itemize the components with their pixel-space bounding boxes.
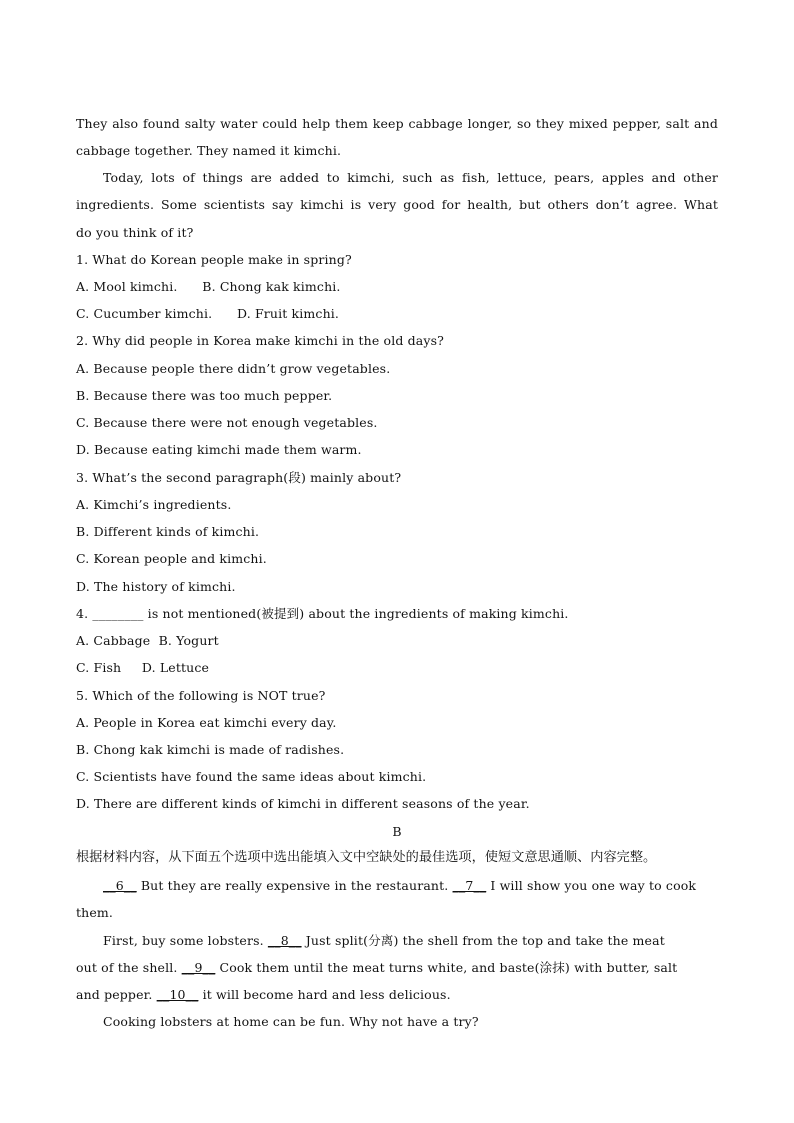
question-2-option-b: B. Because there was too much pepper.	[76, 388, 333, 403]
question-3: 3. What’s the second paragraph(段) mainly about?	[76, 470, 402, 485]
question-5: 5. Which of the following is NOT true?	[76, 688, 326, 703]
question-5-option-d: D. There are different kinds of kimchi in different seasons of the year.	[76, 796, 530, 811]
question-5-option-a: A. People in Korea eat kimchi every day.	[76, 715, 337, 730]
question-4: 4. ________ is not mentioned(被提到) about the ingredients of making kimchi.	[76, 606, 569, 621]
question-5-option-c: C. Scientists have found the same ideas about kimchi.	[76, 769, 427, 784]
section-b-instructions: 根据材料内容，从下面五个选项中选出能填入文中空缺处的最佳选项，使短文意思通顺、内容完整。	[76, 850, 657, 865]
blank-8: __8__	[267, 933, 302, 948]
question-4-options-ab: A. Cabbage B. Yogurt	[76, 633, 219, 648]
passage-a-line-4: ingredients. Some scientists say kimchi is very good for health, but others don’t agree. What	[76, 197, 718, 212]
question-2: 2. Why did people in Korea make kimchi in the old days?	[76, 333, 444, 348]
blank-7: __7__	[452, 878, 487, 893]
question-2-option-a: A. Because people there didn’t grow vegetables.	[76, 361, 391, 376]
passage-b-para-2-line-2	[76, 960, 718, 976]
question-2-option-c: C. Because there were not enough vegetables.	[76, 415, 378, 430]
passage-b-text: it will become hard and less delicious.	[198, 987, 451, 1002]
question-1: 1. What do Korean people make in spring?	[76, 252, 352, 267]
passage-a-line-5: do you think of it?	[76, 225, 194, 240]
blank-10: __10__	[156, 987, 199, 1002]
passage-b-text: But they are really expensive in the restaurant.	[136, 878, 453, 893]
passage-b-para-2-line-1	[103, 933, 718, 949]
question-1-options-cd: C. Cucumber kimchi. D. Fruit kimchi.	[76, 306, 340, 321]
passage-b-para-3: Cooking lobsters at home can be fun. Why not have a try?	[103, 1014, 479, 1029]
passage-b-para-1-line-2: them.	[76, 905, 114, 920]
passage-b-para-1-line-1	[103, 878, 718, 894]
blank-9: __9__	[181, 960, 216, 975]
passage-b-text: and pepper.	[76, 987, 157, 1002]
question-3-option-a: A. Kimchi’s ingredients.	[76, 497, 232, 512]
passage-b-text: I will show you one way to cook	[486, 878, 697, 893]
question-3-option-c: C. Korean people and kimchi.	[76, 551, 267, 566]
question-5-option-b: B. Chong kak kimchi is made of radishes.	[76, 742, 345, 757]
passage-b-text: Cook them until the meat turns white, and baste(涂抹) with butter, salt	[215, 960, 678, 975]
question-2-option-d: D. Because eating kimchi made them warm.	[76, 442, 362, 457]
passage-a-line-1: They also found salty water could help them keep cabbage longer, so they mixed pepper, salt and	[76, 116, 718, 131]
passage-a-line-3: Today, lots of things are added to kimchi, such as fish, lettuce, pears, apples and other	[103, 170, 718, 185]
blank-6: __6__	[103, 878, 137, 893]
question-3-option-b: B. Different kinds of kimchi.	[76, 524, 260, 539]
question-4-options-cd: C. Fish D. Lettuce	[76, 660, 210, 675]
passage-b-para-2-line-3	[76, 987, 718, 1003]
passage-b-text: out of the shell.	[76, 960, 182, 975]
question-3-option-d: D. The history of kimchi.	[76, 579, 236, 594]
passage-b-text: First, buy some lobsters.	[103, 933, 268, 948]
question-1-options-ab: A. Mool kimchi. B. Chong kak kimchi.	[76, 279, 341, 294]
passage-b-text: Just split(分离) the shell from the top and take the meat	[301, 933, 665, 948]
passage-a-line-2: cabbage together. They named it kimchi.	[76, 143, 342, 158]
section-b-label: B	[392, 824, 402, 839]
